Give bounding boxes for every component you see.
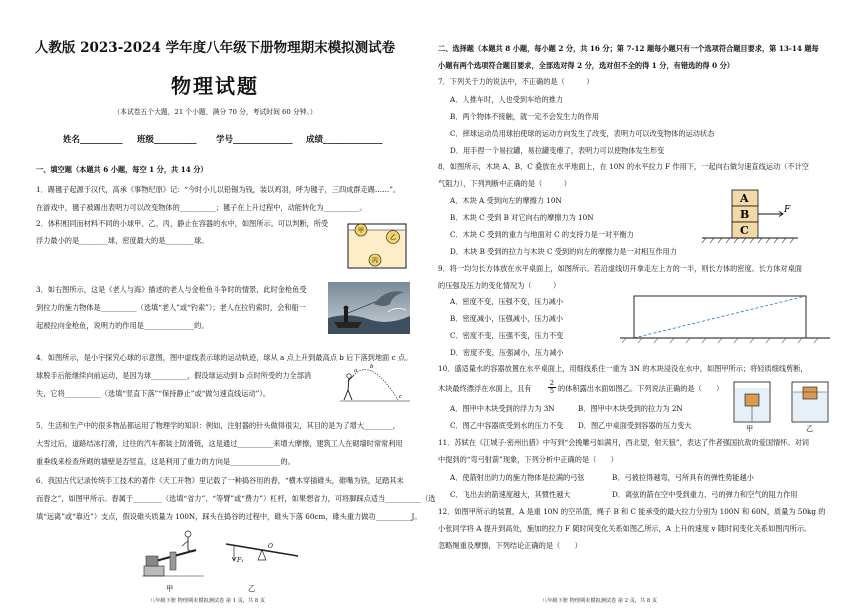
student-id-field: 学号______________ bbox=[216, 135, 293, 145]
q11-stem-line-2: 中提到的“弯弓射箭”现象，下列分析中正确的是（ ） bbox=[438, 455, 618, 464]
q10-fraction-numerator: 2 bbox=[549, 379, 555, 387]
q7-stem: 7．下列关于力的说法中，不正确的是（ ） bbox=[438, 77, 594, 86]
q9-figure bbox=[620, 292, 830, 348]
q2-line-1: 2．体积相同而材料不同的小球甲、乙、丙，静止在容器的水中，如图所示。可以判断，所受 bbox=[36, 219, 329, 228]
q8-option-c: C．木块 C 受到的重力与地面对 C 的支持力是一对平衡力 bbox=[450, 230, 634, 239]
q10-stem-line-2b: 的体积露出水面如图乙。下列说法正确的是（ ） bbox=[558, 384, 724, 393]
section-1-heading: 一、填空题（本题共 6 小题，每空 1 分，共 14 分） bbox=[36, 165, 208, 174]
q3-illustration bbox=[328, 282, 410, 334]
exam-note: （本试卷五个大题，21 个小题，满分 70 分，考试时间 60 分钟。） bbox=[113, 108, 317, 116]
q10-fraction-denominator: 5 bbox=[549, 387, 555, 395]
q10-figure-jia-label: 甲 bbox=[746, 424, 754, 433]
block-c-label: C bbox=[740, 224, 749, 237]
q11-option-b: B．弓被拉得越弯，弓所具有的弹性势能越小 bbox=[612, 473, 754, 482]
class-field: 班级__________ bbox=[137, 135, 197, 145]
right-page bbox=[430, 0, 860, 608]
q3-line-2: 到拉力的施力物体是__________（选填“老人”或“钓索”）；老人在拉钓索时，会和船一 bbox=[36, 303, 306, 312]
q5-line-1: 5．生活和生产中的很多物品都运用了物理学的知识：例如，注射器的针头做得很尖，其目的是为了增大________， bbox=[36, 421, 400, 430]
q7-option-a: A．人推车时，人也受到车给的推力 bbox=[450, 95, 564, 104]
q8-figure bbox=[702, 190, 798, 250]
section-2-heading-line-1: 二、选择题（本题共 8 小题，每小题 2 分，共 16 分；第 7-12 题每小题只有一个选项符合题目要求，第 13-14 题每 bbox=[438, 44, 819, 53]
q8-option-b: B．木块 C 受到 B 对它向右的摩擦力为 10N bbox=[450, 213, 594, 222]
q3-line-1: 3．如右图所示，这是《老人与海》描述的老人与金枪鱼斗争时的情景，此时金枪鱼受 bbox=[36, 285, 307, 294]
q11-option-d: D．离弦的箭在空中受到重力、弓的弹力和空气的阻力作用 bbox=[612, 490, 798, 499]
q9-option-b: B．密度减小，压强减小，压力减小 bbox=[450, 314, 564, 323]
exam-title: 人教版 2023-2024 学年度八年级下册物理期末模拟测试卷 bbox=[34, 40, 396, 56]
q10-option-d: D．图乙中桌面受到容器的压力变大 bbox=[578, 421, 692, 430]
q7-option-d: D．用手捏一个易拉罐，易拉罐变瘪了，表明力可以使物体发生形变 bbox=[450, 146, 665, 155]
q6-figure-jia-label: 甲 bbox=[166, 584, 174, 593]
q6-line-1: 6．我国古代记录传统手工技术的著作《天工开物》里记载了一种捣谷用的舂，“横木穿插碓头，碓嘴为铁，足踏其末 bbox=[36, 476, 404, 485]
right-page-footer: 八年级下册 物理期末模拟测试卷 第 2 页，共 8 页 bbox=[542, 598, 658, 604]
q6-line-3: 填“远离”或“靠近”）支点，假设碓头质量为 100N，踩头在捣谷的过程中，碓头下落 60cm，碓头重力做功__________J。 bbox=[36, 512, 422, 521]
block-a-label: A bbox=[740, 192, 749, 205]
score-field: 成绩______________ bbox=[306, 135, 383, 145]
q4-figure bbox=[340, 366, 410, 406]
q9-option-a: A．密度不变，压强不变，压力减小 bbox=[450, 297, 564, 306]
q12-stem-line-3: 忽略绳重及摩擦，下列结论正确的是（ ） bbox=[438, 541, 582, 550]
q10-stem-line-1: 10．盛适量水的容器放置在水平桌面上，用细线系住一重为 3N 的木块浸没在水中，如图甲所示；将轻质细线剪断， bbox=[438, 364, 808, 373]
block-b-label: B bbox=[740, 208, 750, 221]
q8-option-a: A．木块 A 受到向左的摩擦力 10N bbox=[450, 196, 562, 205]
q12-stem-line-1: 12．如图甲所示的装置，A 是重 10N 的空吊篮，绳子 B 和 C 能承受的最大拉力分别为 100N 和 60N，质量为 50kg 的 bbox=[438, 507, 826, 516]
q10-option-a: A．图甲中木块受到的浮力为 3N bbox=[450, 404, 555, 413]
left-page-footer: 八年级下册 物理期末模拟测试卷 第 1 页，共 8 页 bbox=[150, 598, 266, 604]
q8-stem-line-1: 8．如图所示，木块 A、B、C 叠放在水平地面上，在 10N 的水平拉力 F 作用下，一起向右做匀速直线运动（不计空 bbox=[438, 162, 809, 171]
q11-option-a: A．使箭射出的力的施力物体是拉满的弓弦 bbox=[450, 473, 585, 482]
q6-figure-jia bbox=[142, 528, 204, 580]
q6-figure-yi bbox=[222, 532, 302, 572]
q5-line-2: 大雪过后，道路结冰打滑，过往的汽车都装上防滑链，这是通过__________来增大摩擦，建筑工人在砌墙时常常利用 bbox=[36, 439, 403, 448]
q6-figure-yi-label: 乙 bbox=[248, 584, 256, 593]
q7-option-b: B．两个物体不接触，就一定不会发生力的作用 bbox=[450, 112, 600, 121]
point-b-label: b bbox=[370, 364, 374, 370]
point-a-label: a bbox=[354, 368, 358, 374]
q9-option-c: C．密度不变，压强不变，压力不变 bbox=[450, 331, 564, 340]
q7-option-c: C．摔球运动员用球拍使球的运动方向发生了改变，表明力可以改变物体的运动状态 bbox=[450, 129, 715, 138]
ball-yi-label: 乙 bbox=[390, 234, 397, 242]
q3-line-3: 起被拉向金枪鱼，说明力的作用是______________的。 bbox=[36, 321, 209, 330]
q10-option-c: C．图乙中容器底受到水的压力不变 bbox=[450, 421, 564, 430]
point-c-label: c bbox=[399, 394, 403, 400]
q10-option-b: B．图甲中木块受到的拉力为 2N bbox=[578, 404, 683, 413]
force-f-label: F bbox=[784, 205, 791, 215]
ball-jia-label: 甲 bbox=[358, 227, 365, 235]
q8-stem-line-2: 气阻力），下列判断中正确的是（ ） bbox=[438, 179, 571, 188]
fulcrum-o-label: O bbox=[268, 543, 273, 550]
q2-figure bbox=[346, 218, 408, 270]
q2-line-2: 浮力最小的是________球，密度最大的是________球。 bbox=[36, 236, 209, 245]
ball-bing-label: 丙 bbox=[372, 257, 379, 265]
force-f1-label: F₁ bbox=[237, 557, 244, 564]
q4-line-2: 球脱手后能继续向前运动，是因为球__________，假设球运动到 b 点时所受的力全部消 bbox=[36, 371, 312, 380]
q12-stem-line-2: 小张同学将 A 提升到高处，施加的拉力 F 随时间变化关系如图乙所示，A 上升的速度 v 随时间变化关系如图丙所示。 bbox=[438, 524, 812, 533]
q10-stem-line-2a: 木块最终漂浮在水面上，且有 bbox=[438, 384, 532, 393]
q11-stem-line-1: 11．苏轼在《江城子·密州出猎》中写到“会挽雕弓如满月，西北望，射天狼”，表达了作者强国抗敌的爱国情怀。对词 bbox=[438, 438, 809, 447]
section-2-heading-line-2: 小题有两个选项符合题目要求，全部选对得 2 分，选对但不全的得 1 分，有错选的得 0 分） bbox=[438, 61, 734, 70]
q10-figure-yi-label: 乙 bbox=[806, 424, 814, 433]
name-field: 姓名__________ bbox=[63, 135, 123, 145]
q1-line-1: 1．踢毽子起源于汉代，高承《事物纪原》记：“今时小儿以铅锡为钱，装以鸡羽，呼为毽子，三四成群走踢……”。 bbox=[36, 185, 401, 194]
q9-stem-line-2: 的压强及压力的变化情况为（ ） bbox=[438, 281, 561, 290]
q8-option-d: D．木块 B 受到的拉力与木块 C 受到的向左的摩擦力是一对相互作用力 bbox=[450, 247, 677, 256]
q11-option-c: C．飞出去的箭速度越大，其惯性越大 bbox=[450, 490, 571, 499]
q9-option-d: D．密度不变，压强减小，压力减小 bbox=[450, 348, 564, 357]
q4-line-1: 4．如图所示，是小宇探究心球的示意图，图中虚线表示球的运动轨迹，球从 a 点上升到最高点 b 后下落到地面 c 点。 bbox=[36, 353, 413, 362]
q6-line-2: 而舂之”，如图甲所示。舂属于________（选填“省力”、“等臂”或“费力”）杠杆，如果想省力，可将脚踩点适当__________（选 bbox=[36, 494, 436, 503]
q9-stem-line-1: 9．将一均匀长方体放在水平桌面上，如图所示。若沿虚线切开拿走左上方的一半，则长方体的密度、长方体对桌面 bbox=[438, 264, 802, 273]
q5-line-3: 重垂线来检查所砌的墙壁是否竖直，这是利用了重力的方向是______________的。 bbox=[36, 457, 295, 466]
q4-line-3: 失，它将__________（选填“竖直下落”“保持静止”或“做匀速直线运动”）。 bbox=[36, 389, 271, 398]
q1-line-2: 在游戏中，毽子被踢出表明力可以改变物体的__________；毽子在上升过程中，动能转化为__________。 bbox=[36, 203, 367, 212]
exam-subtitle: 物理试题 bbox=[171, 74, 259, 98]
